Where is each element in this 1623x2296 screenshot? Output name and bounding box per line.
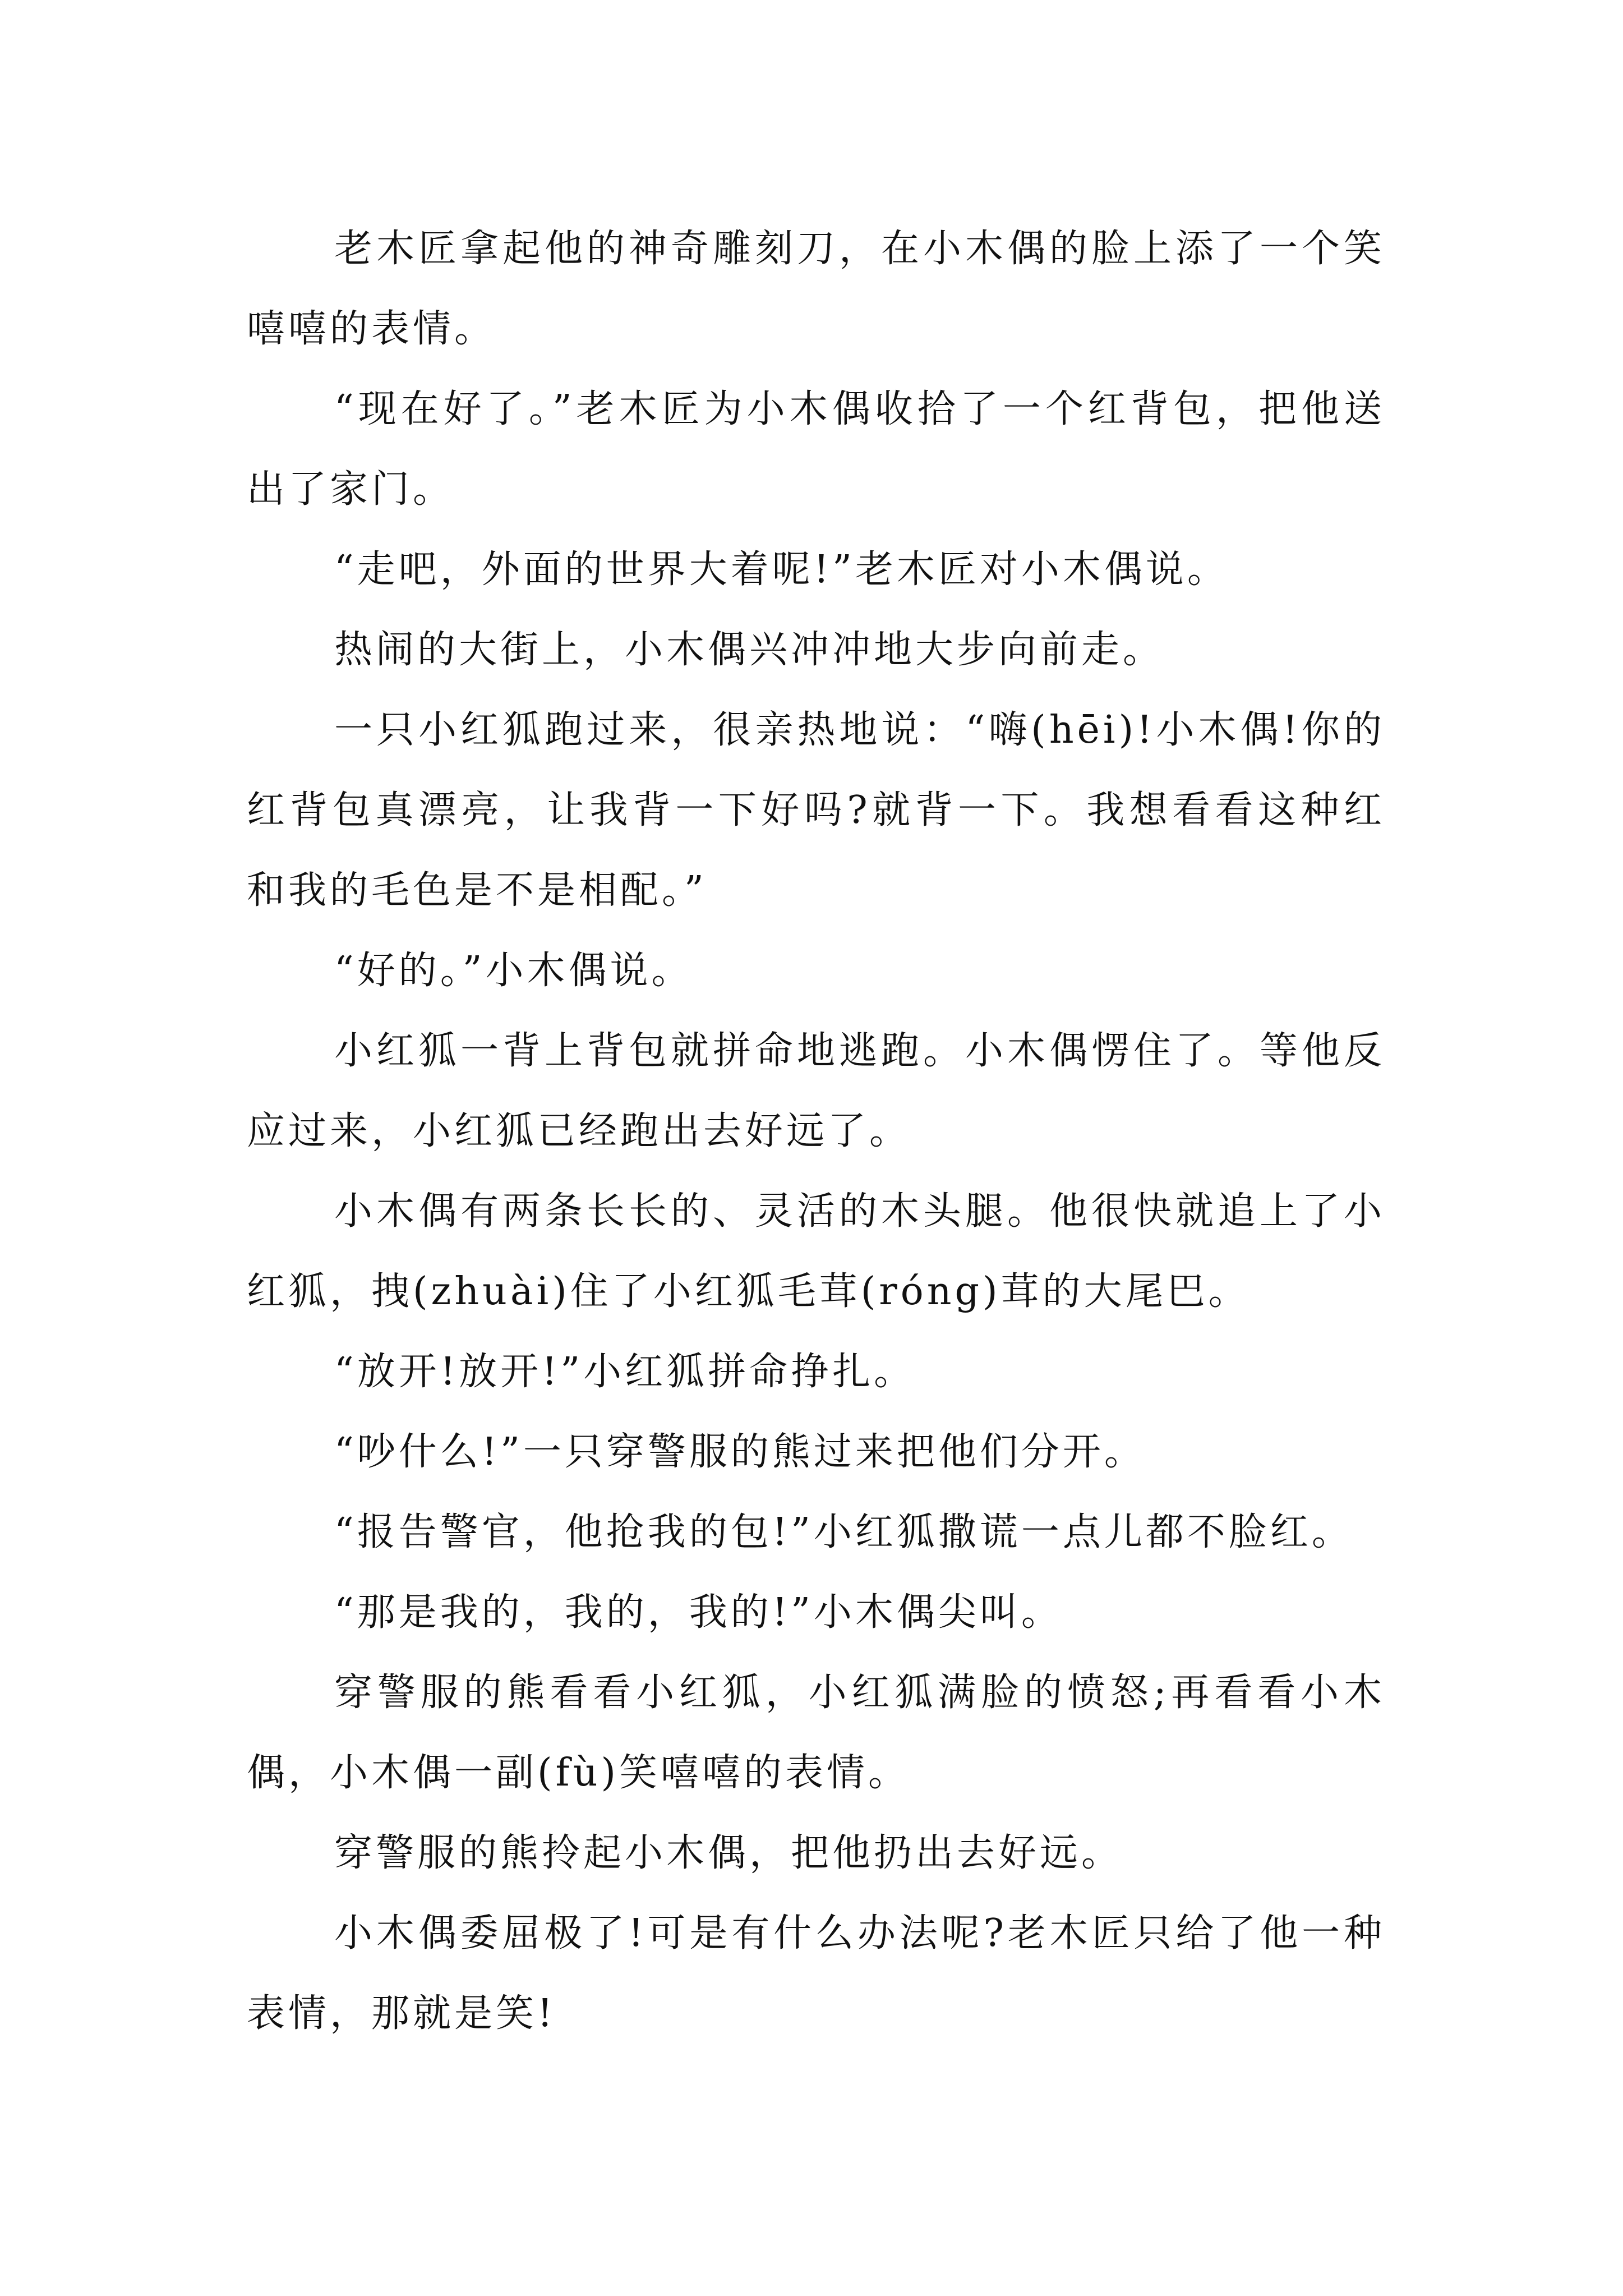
paragraph: 热闹的大街上，小木偶兴冲冲地大步向前走。 [334, 628, 1165, 672]
paragraph: 老木匠拿起他的神奇雕刻刀，在小木偶的脸上添了一个笑嘻嘻的表情。 [247, 227, 1385, 351]
paragraph: 穿警服的熊看看小红狐，小红狐满脸的愤怒;再看看小木偶，小木偶一副(fù)笑嘻嘻的表情。 [247, 1671, 1385, 1795]
paragraph: “那是我的，我的，我的!”小木偶尖叫。 [334, 1590, 1063, 1635]
paragraph: “吵什么!”一只穿警服的熊过来把他们分开。 [334, 1430, 1146, 1474]
paragraph: 小木偶有两条长长的、灵活的木头腿。他很快就追上了小红狐，拽(zhuài)住了小红狐毛茸(róng)茸的大尾巴。 [247, 1189, 1385, 1314]
paragraph: 一只小红狐跑过来，很亲热地说：“嗨(hēi)!小木偶!你的红背包真漂亮，让我背一下好吗?就背一下。我想看看这种红和我的毛色是不是相配。” [247, 708, 1385, 913]
paragraph: “走吧，外面的世界大着呢!”老木匠对小木偶说。 [334, 547, 1229, 592]
paragraph: 小红狐一背上背包就拼命地逃跑。小木偶愣住了。等他反应过来，小红狐已经跑出去好远了。 [247, 1029, 1385, 1153]
story-text [247, 209, 1385, 2054]
paragraph: “报告警官，他抢我的包!”小红狐撒谎一点儿都不脸红。 [334, 1510, 1353, 1554]
paragraph: “现在好了。”老木匠为小木偶收拾了一个红背包，把他送出了家门。 [247, 387, 1385, 512]
paragraph: 小木偶委屈极了!可是有什么办法呢?老木匠只给了他一种表情，那就是笑! [247, 1911, 1385, 2036]
paragraph: “放开!放开!”小红狐拼命挣扎。 [334, 1350, 916, 1394]
paragraph: “好的。”小木偶说。 [334, 949, 693, 993]
paragraph: 穿警服的熊拎起小木偶，把他扔出去好远。 [334, 1831, 1123, 1875]
